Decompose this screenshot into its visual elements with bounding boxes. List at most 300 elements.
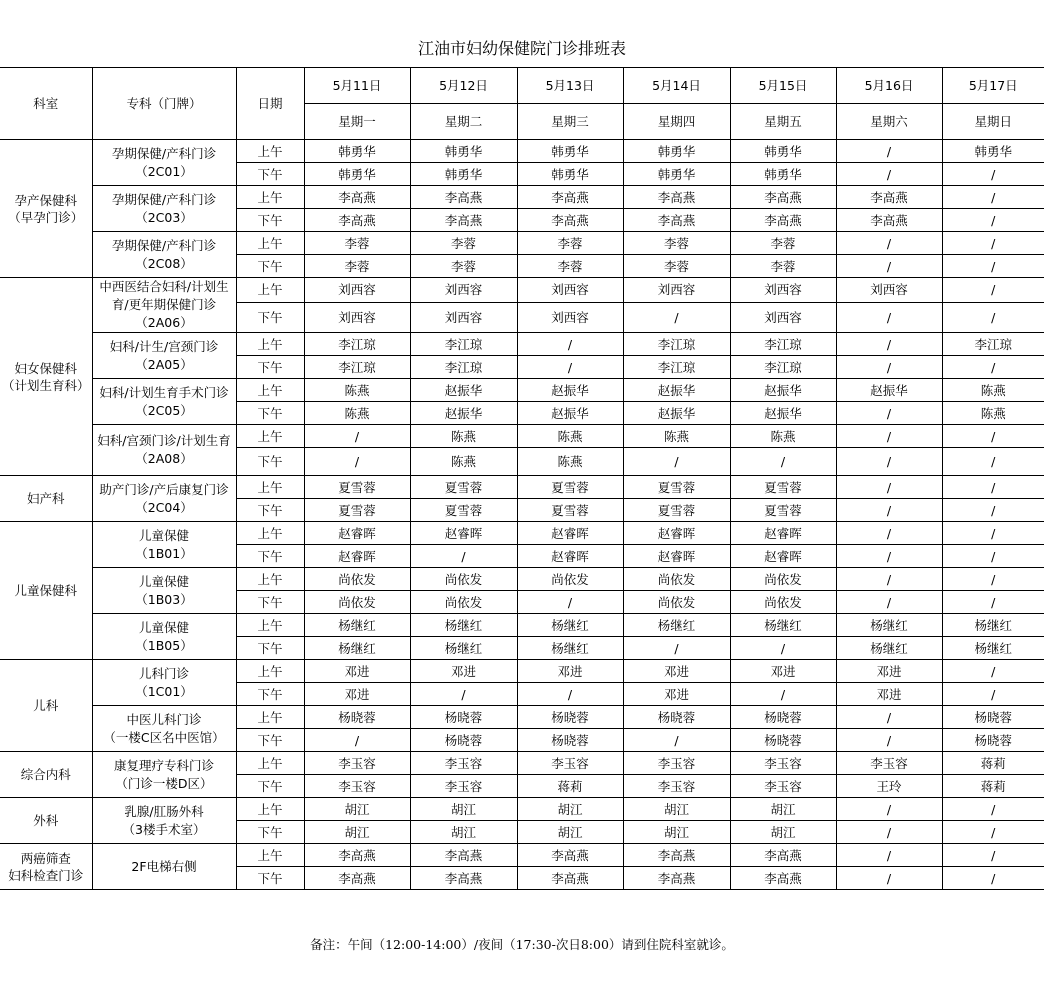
doctor-cell: 韩勇华 <box>410 140 517 163</box>
doctor-cell: 胡江 <box>623 821 730 844</box>
doctor-cell: 李玉容 <box>730 752 836 775</box>
doctor-cell: 尚依发 <box>410 568 517 591</box>
doctor-cell: 陈燕 <box>942 379 1044 402</box>
room-code: （2C03） <box>135 209 193 225</box>
doctor-cell: 赵振华 <box>836 379 942 402</box>
doctor-cell: 李高燕 <box>410 186 517 209</box>
doctor-cell: 胡江 <box>730 821 836 844</box>
schedule-table <box>0 67 1044 890</box>
no-clinic-cell: / <box>836 402 942 425</box>
no-clinic-cell: / <box>942 867 1044 890</box>
doctor-cell: 夏雪蓉 <box>304 476 410 499</box>
no-clinic-cell: / <box>623 448 730 476</box>
slot-morning: 上午 <box>236 333 304 356</box>
doctor-cell: 李玉容 <box>836 752 942 775</box>
slot-morning: 上午 <box>236 660 304 683</box>
doctor-cell: 陈燕 <box>410 448 517 476</box>
slot-afternoon: 下午 <box>236 545 304 568</box>
header-weekday-cell: 星期二 <box>410 104 517 140</box>
specialty-name: 妇科/宫颈门诊/计划生育 <box>97 433 231 448</box>
doctor-cell: 赵睿晖 <box>730 545 836 568</box>
room-code: （2A08） <box>135 451 193 466</box>
doctor-cell: 韩勇华 <box>623 140 730 163</box>
specialty-name: 儿童保健 <box>138 573 189 589</box>
no-clinic-cell: / <box>836 706 942 729</box>
specialty-cell <box>92 476 236 522</box>
header-weekday-cell: 星期六 <box>836 104 942 140</box>
specialty-cell <box>92 614 236 660</box>
doctor-cell: 李高燕 <box>836 186 942 209</box>
footer-note: 备注：午间（12:00-14:00）/夜间（17:30-次日8:00）请到住院科室就诊。 <box>310 937 734 952</box>
department-name-line: 妇科检查门诊 <box>8 867 84 883</box>
no-clinic-cell: / <box>410 683 517 706</box>
department-name-line: 儿科 <box>33 698 59 713</box>
table-row <box>0 522 1044 545</box>
no-clinic-cell: / <box>836 591 942 614</box>
no-clinic-cell: / <box>623 302 730 332</box>
no-clinic-cell: / <box>836 568 942 591</box>
doctor-cell: 夏雪蓉 <box>623 499 730 522</box>
no-clinic-cell: / <box>730 637 836 660</box>
no-clinic-cell: / <box>942 568 1044 591</box>
no-clinic-cell: / <box>942 255 1044 278</box>
no-clinic-cell: / <box>304 448 410 476</box>
doctor-cell: 杨晓蓉 <box>942 706 1044 729</box>
doctor-cell: 刘西容 <box>836 278 942 303</box>
doctor-cell: 邓进 <box>304 660 410 683</box>
department-name-line: 妇女保健科 <box>14 360 77 376</box>
doctor-cell: 杨晓蓉 <box>730 729 836 752</box>
page-title: 江油市妇幼保健院门诊排班表 <box>417 39 626 58</box>
doctor-cell: 胡江 <box>517 821 623 844</box>
doctor-cell: 胡江 <box>410 798 517 821</box>
doctor-cell: 李高燕 <box>304 867 410 890</box>
slot-morning: 上午 <box>236 140 304 163</box>
header-date-cell: 5月14日 <box>623 68 730 104</box>
table-row <box>0 333 1044 356</box>
table-row <box>0 278 1044 303</box>
doctor-cell: 李高燕 <box>517 186 623 209</box>
header-weekday-cell: 星期四 <box>623 104 730 140</box>
no-clinic-cell: / <box>942 476 1044 499</box>
no-clinic-cell: / <box>623 637 730 660</box>
header-date-cell: 5月15日 <box>730 68 836 104</box>
no-clinic-cell: / <box>942 232 1044 255</box>
slot-afternoon: 下午 <box>236 163 304 186</box>
doctor-cell: 蒋莉 <box>942 775 1044 798</box>
department-name-line: 孕产保健科 <box>14 192 77 208</box>
specialty-name: 康复理疗专科门诊 <box>113 757 214 773</box>
doctor-cell: 杨晓蓉 <box>410 706 517 729</box>
specialty-name: 乳腺/肛肠外科 <box>124 803 204 819</box>
no-clinic-cell: / <box>942 356 1044 379</box>
department-cell <box>0 476 92 522</box>
specialty-cell <box>92 140 236 186</box>
slot-morning: 上午 <box>236 706 304 729</box>
slot-morning: 上午 <box>236 186 304 209</box>
department-cell <box>0 278 92 476</box>
slot-afternoon: 下午 <box>236 867 304 890</box>
table-row <box>0 660 1044 683</box>
specialty-name: 孕期保健/产科门诊 <box>111 145 217 161</box>
no-clinic-cell: / <box>517 333 623 356</box>
no-clinic-cell: / <box>836 476 942 499</box>
doctor-cell: 韩勇华 <box>623 163 730 186</box>
no-clinic-cell: / <box>942 683 1044 706</box>
doctor-cell: 李高燕 <box>623 867 730 890</box>
doctor-cell: 尚依发 <box>623 591 730 614</box>
doctor-cell: 赵睿晖 <box>623 522 730 545</box>
specialty-name: 儿科门诊 <box>138 665 189 681</box>
header-date-cell: 5月16日 <box>836 68 942 104</box>
doctor-cell: 李高燕 <box>730 867 836 890</box>
header-weekday-cell: 星期日 <box>942 104 1044 140</box>
room-code: （1B05） <box>135 637 193 653</box>
no-clinic-cell: / <box>942 545 1044 568</box>
doctor-cell: 李蓉 <box>623 232 730 255</box>
slot-afternoon: 下午 <box>236 356 304 379</box>
doctor-cell: 陈燕 <box>304 379 410 402</box>
slot-morning: 上午 <box>236 476 304 499</box>
doctor-cell: 陈燕 <box>623 425 730 448</box>
doctor-cell: 陈燕 <box>517 448 623 476</box>
header-date-cell: 5月12日 <box>410 68 517 104</box>
no-clinic-cell: / <box>942 844 1044 867</box>
no-clinic-cell: / <box>517 683 623 706</box>
slot-morning: 上午 <box>236 425 304 448</box>
department-cell <box>0 140 92 278</box>
no-clinic-cell: / <box>942 186 1044 209</box>
slot-afternoon: 下午 <box>236 302 304 332</box>
doctor-cell: 陈燕 <box>410 425 517 448</box>
doctor-cell: 李高燕 <box>304 186 410 209</box>
specialty-name: 2F电梯右侧 <box>131 858 197 874</box>
table-row <box>0 752 1044 775</box>
doctor-cell: 胡江 <box>304 798 410 821</box>
doctor-cell: 杨继红 <box>942 614 1044 637</box>
no-clinic-cell: / <box>942 499 1044 522</box>
room-code: （2C04） <box>135 499 193 515</box>
room-code: （3楼手术室） <box>122 821 206 837</box>
doctor-cell: 胡江 <box>730 798 836 821</box>
doctor-cell: 韩勇华 <box>730 140 836 163</box>
no-clinic-cell: / <box>836 232 942 255</box>
header-date-cell: 5月13日 <box>517 68 623 104</box>
specialty-name: 孕期保健/产科门诊 <box>111 237 217 253</box>
slot-afternoon: 下午 <box>236 729 304 752</box>
doctor-cell: 李高燕 <box>304 844 410 867</box>
no-clinic-cell: / <box>942 278 1044 303</box>
doctor-cell: 赵振华 <box>410 402 517 425</box>
doctor-cell: 李玉容 <box>410 775 517 798</box>
doctor-cell: 李高燕 <box>304 209 410 232</box>
room-code: （2C05） <box>135 402 193 418</box>
doctor-cell: 李蓉 <box>410 232 517 255</box>
specialty-name: 妇科/计划生育手术门诊 <box>99 384 229 400</box>
doctor-cell: 韩勇华 <box>942 140 1044 163</box>
doctor-cell: 杨继红 <box>623 614 730 637</box>
doctor-cell: 陈燕 <box>517 425 623 448</box>
no-clinic-cell: / <box>836 163 942 186</box>
doctor-cell: 李玉容 <box>410 752 517 775</box>
doctor-cell: 蒋莉 <box>517 775 623 798</box>
no-clinic-cell: / <box>942 798 1044 821</box>
room-code: （1B03） <box>135 591 193 607</box>
no-clinic-cell: / <box>836 522 942 545</box>
doctor-cell: 杨继红 <box>517 614 623 637</box>
slot-afternoon: 下午 <box>236 402 304 425</box>
doctor-cell: 赵睿晖 <box>623 545 730 568</box>
no-clinic-cell: / <box>836 545 942 568</box>
slot-morning: 上午 <box>236 522 304 545</box>
department-cell <box>0 660 92 752</box>
doctor-cell: 李江琼 <box>410 356 517 379</box>
doctor-cell: 夏雪蓉 <box>517 476 623 499</box>
no-clinic-cell: / <box>517 356 623 379</box>
department-cell <box>0 522 92 660</box>
doctor-cell: 赵睿晖 <box>304 522 410 545</box>
slot-afternoon: 下午 <box>236 209 304 232</box>
room-code: （1B01） <box>135 545 193 561</box>
header-row-dates <box>0 68 1044 104</box>
no-clinic-cell: / <box>942 660 1044 683</box>
doctor-cell: 赵振华 <box>730 379 836 402</box>
table-row <box>0 844 1044 867</box>
no-clinic-cell: / <box>942 302 1044 332</box>
doctor-cell: 韩勇华 <box>730 163 836 186</box>
doctor-cell: 杨晓蓉 <box>942 729 1044 752</box>
no-clinic-cell: / <box>410 545 517 568</box>
doctor-cell: 杨晓蓉 <box>410 729 517 752</box>
doctor-cell: 韩勇华 <box>304 163 410 186</box>
no-clinic-cell: / <box>942 209 1044 232</box>
doctor-cell: 李蓉 <box>304 232 410 255</box>
specialty-cell <box>92 798 236 844</box>
room-code: （2A05） <box>135 356 193 372</box>
schedule-body <box>0 140 1044 890</box>
slot-afternoon: 下午 <box>236 448 304 476</box>
room-code: （2C08） <box>135 255 193 271</box>
doctor-cell: 邓进 <box>410 660 517 683</box>
doctor-cell: 邓进 <box>836 660 942 683</box>
doctor-cell: 赵振华 <box>517 379 623 402</box>
no-clinic-cell: / <box>942 163 1044 186</box>
slot-morning: 上午 <box>236 798 304 821</box>
doctor-cell: 杨晓蓉 <box>517 729 623 752</box>
no-clinic-cell: / <box>836 425 942 448</box>
doctor-cell: 刘西容 <box>304 278 410 303</box>
doctor-cell: 李蓉 <box>730 232 836 255</box>
room-code: （2A06） <box>135 315 193 330</box>
header-weekday-cell: 星期一 <box>304 104 410 140</box>
table-row <box>0 379 1044 402</box>
room-code: （一楼C区名中医馆） <box>103 729 225 745</box>
doctor-cell: 赵振华 <box>623 379 730 402</box>
no-clinic-cell: / <box>730 683 836 706</box>
no-clinic-cell: / <box>836 448 942 476</box>
slot-morning: 上午 <box>236 568 304 591</box>
doctor-cell: 李江琼 <box>623 333 730 356</box>
specialty-name: 妇科/计生/宫颈门诊 <box>109 338 219 354</box>
doctor-cell: 赵振华 <box>623 402 730 425</box>
doctor-cell: 蒋莉 <box>942 752 1044 775</box>
doctor-cell: 韩勇华 <box>410 163 517 186</box>
doctor-cell: 李蓉 <box>304 255 410 278</box>
doctor-cell: 邓进 <box>623 660 730 683</box>
doctor-cell: 尚依发 <box>730 591 836 614</box>
doctor-cell: 夏雪蓉 <box>410 476 517 499</box>
slot-morning: 上午 <box>236 752 304 775</box>
doctor-cell: 李江琼 <box>304 333 410 356</box>
doctor-cell: 陈燕 <box>942 402 1044 425</box>
specialty-cell <box>92 232 236 278</box>
doctor-cell: 夏雪蓉 <box>730 476 836 499</box>
department-name-line: （计划生育科） <box>1 377 90 393</box>
doctor-cell: 韩勇华 <box>304 140 410 163</box>
doctor-cell: 李玉容 <box>730 775 836 798</box>
doctor-cell: 陈燕 <box>304 402 410 425</box>
doctor-cell: 李高燕 <box>623 844 730 867</box>
no-clinic-cell: / <box>942 448 1044 476</box>
no-clinic-cell: / <box>942 591 1044 614</box>
header-date-cell: 5月11日 <box>304 68 410 104</box>
doctor-cell: 赵振华 <box>410 379 517 402</box>
no-clinic-cell: / <box>836 255 942 278</box>
doctor-cell: 胡江 <box>304 821 410 844</box>
doctor-cell: 杨继红 <box>304 614 410 637</box>
specialty-cell <box>92 333 236 379</box>
table-row <box>0 476 1044 499</box>
doctor-cell: 赵睿晖 <box>730 522 836 545</box>
doctor-cell: 李蓉 <box>517 232 623 255</box>
doctor-cell: 刘西容 <box>623 278 730 303</box>
doctor-cell: 夏雪蓉 <box>304 499 410 522</box>
table-row <box>0 706 1044 729</box>
doctor-cell: 胡江 <box>410 821 517 844</box>
department-cell <box>0 844 92 890</box>
doctor-cell: 李高燕 <box>517 844 623 867</box>
doctor-cell: 韩勇华 <box>517 163 623 186</box>
slot-afternoon: 下午 <box>236 255 304 278</box>
specialty-name: 孕期保健/产科门诊 <box>111 191 217 207</box>
doctor-cell: 赵睿晖 <box>410 522 517 545</box>
doctor-cell: 李玉容 <box>517 752 623 775</box>
doctor-cell: 尚依发 <box>623 568 730 591</box>
slot-morning: 上午 <box>236 844 304 867</box>
no-clinic-cell: / <box>836 140 942 163</box>
doctor-cell: 邓进 <box>730 660 836 683</box>
doctor-cell: 杨继红 <box>836 614 942 637</box>
doctor-cell: 杨继红 <box>304 637 410 660</box>
doctor-cell: 夏雪蓉 <box>410 499 517 522</box>
doctor-cell: 李玉容 <box>304 752 410 775</box>
doctor-cell: 杨继红 <box>836 637 942 660</box>
table-row <box>0 425 1044 448</box>
doctor-cell: 尚依发 <box>730 568 836 591</box>
department-cell <box>0 798 92 844</box>
header-specialty: 专科（门牌） <box>92 68 236 140</box>
department-name-line: 两癌筛查 <box>20 850 71 866</box>
doctor-cell: 李高燕 <box>730 844 836 867</box>
slot-afternoon: 下午 <box>236 683 304 706</box>
no-clinic-cell: / <box>942 522 1044 545</box>
room-code: （2C01） <box>135 163 193 179</box>
specialty-name: 儿童保健 <box>138 619 189 635</box>
specialty-cell <box>92 379 236 425</box>
table-row <box>0 568 1044 591</box>
doctor-cell: 刘西容 <box>730 278 836 303</box>
department-name-line: （早孕门诊） <box>8 209 84 225</box>
no-clinic-cell: / <box>836 499 942 522</box>
doctor-cell: 邓进 <box>623 683 730 706</box>
specialty-cell <box>92 660 236 706</box>
doctor-cell: 李高燕 <box>623 209 730 232</box>
room-code: （1C01） <box>135 683 193 699</box>
header-date-cell: 5月17日 <box>942 68 1044 104</box>
no-clinic-cell: / <box>517 591 623 614</box>
no-clinic-cell: / <box>836 844 942 867</box>
doctor-cell: 邓进 <box>517 660 623 683</box>
doctor-cell: 李高燕 <box>517 209 623 232</box>
doctor-cell: 尚依发 <box>304 591 410 614</box>
room-code: （门诊一楼D区） <box>115 775 213 791</box>
doctor-cell: 李蓉 <box>623 255 730 278</box>
doctor-cell: 邓进 <box>304 683 410 706</box>
doctor-cell: 李高燕 <box>730 186 836 209</box>
doctor-cell: 李高燕 <box>623 186 730 209</box>
doctor-cell: 邓进 <box>836 683 942 706</box>
doctor-cell: 赵振华 <box>517 402 623 425</box>
no-clinic-cell: / <box>623 729 730 752</box>
doctor-cell: 李高燕 <box>730 209 836 232</box>
header-date: 日期 <box>236 68 304 140</box>
doctor-cell: 赵睿晖 <box>517 545 623 568</box>
no-clinic-cell: / <box>836 729 942 752</box>
doctor-cell: 夏雪蓉 <box>623 476 730 499</box>
doctor-cell: 杨晓蓉 <box>623 706 730 729</box>
no-clinic-cell: / <box>836 333 942 356</box>
specialty-name: 中西医结合妇科/计划生育/更年期保健门诊 <box>99 279 229 312</box>
table-row <box>0 140 1044 163</box>
doctor-cell: 韩勇华 <box>517 140 623 163</box>
doctor-cell: 李江琼 <box>942 333 1044 356</box>
doctor-cell: 李高燕 <box>410 844 517 867</box>
doctor-cell: 杨继红 <box>410 614 517 637</box>
no-clinic-cell: / <box>304 425 410 448</box>
doctor-cell: 夏雪蓉 <box>730 499 836 522</box>
no-clinic-cell: / <box>836 821 942 844</box>
specialty-cell <box>92 844 236 890</box>
doctor-cell: 李高燕 <box>410 209 517 232</box>
department-name-line: 外科 <box>33 813 59 828</box>
specialty-name: 助产门诊/产后康复门诊 <box>99 481 229 497</box>
specialty-cell <box>92 706 236 752</box>
doctor-cell: 尚依发 <box>410 591 517 614</box>
specialty-cell <box>92 568 236 614</box>
doctor-cell: 夏雪蓉 <box>517 499 623 522</box>
doctor-cell: 赵睿晖 <box>304 545 410 568</box>
doctor-cell: 李江琼 <box>410 333 517 356</box>
doctor-cell: 杨继红 <box>942 637 1044 660</box>
slot-afternoon: 下午 <box>236 499 304 522</box>
no-clinic-cell: / <box>836 798 942 821</box>
doctor-cell: 赵振华 <box>730 402 836 425</box>
header-dept: 科室 <box>0 68 92 140</box>
specialty-name: 儿童保健 <box>138 527 189 543</box>
specialty-cell <box>92 278 236 333</box>
doctor-cell: 李江琼 <box>730 333 836 356</box>
slot-afternoon: 下午 <box>236 821 304 844</box>
